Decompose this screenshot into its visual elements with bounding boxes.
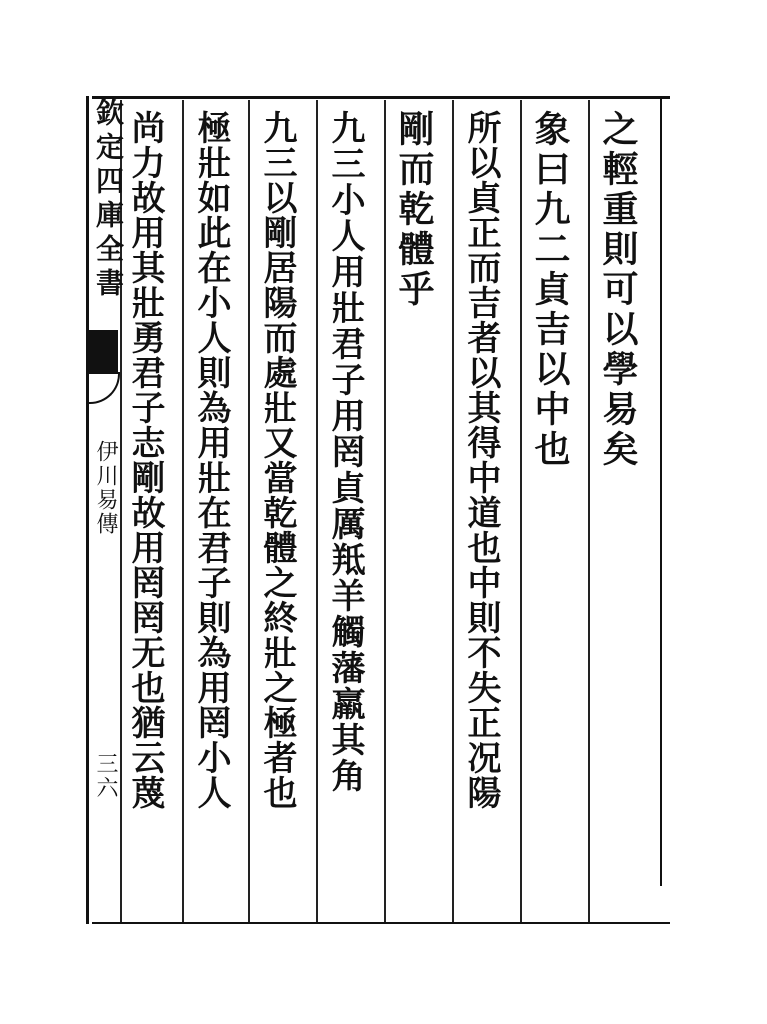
book-name: 伊川易傳	[93, 440, 118, 536]
bottom-border	[92, 922, 670, 924]
fold-mark	[86, 330, 118, 374]
text-column-4: 剛而乾體乎	[393, 110, 435, 310]
column-rule	[248, 100, 250, 922]
book-title: 欽定四庫全書	[92, 98, 125, 302]
text-column-8: 尚力故用其壯勇君子志剛故用罔罔无也猶云蔑	[125, 110, 165, 810]
text-column-6: 九三以剛居陽而處壯又當乾體之終壯之極者也	[257, 110, 297, 810]
column-rule	[182, 100, 184, 922]
page-number: 三六	[93, 752, 118, 800]
right-border	[660, 96, 662, 886]
text-column-3: 所以貞正而吉者以其得中道也中則不失正况陽	[461, 110, 501, 810]
top-border	[92, 96, 670, 99]
text-column-5: 九三小人用壯君子用罔貞厲羝羊觸藩羸其角	[325, 110, 365, 794]
column-rule	[316, 100, 318, 922]
column-rule	[520, 100, 522, 922]
text-column-7: 極壯如此在小人則為用壯在君子則為用罔小人	[191, 110, 231, 810]
fold-curve	[86, 372, 120, 404]
text-column-2: 象曰九二貞吉以中也	[529, 110, 571, 470]
text-column-1: 之輕重則可以學易矣	[597, 110, 639, 470]
column-rule	[452, 100, 454, 922]
column-rule	[588, 100, 590, 922]
column-rule	[384, 100, 386, 922]
